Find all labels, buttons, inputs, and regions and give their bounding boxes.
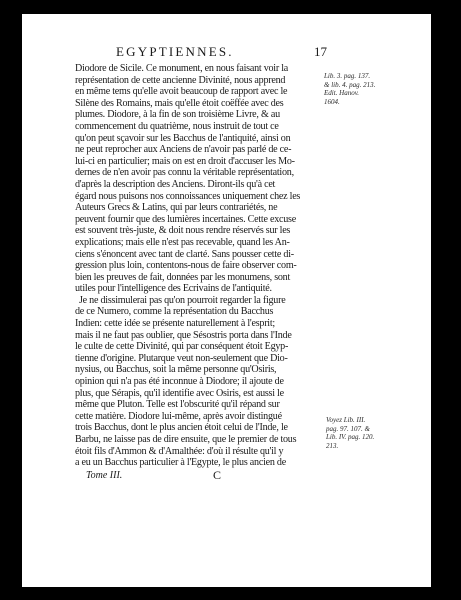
- text-line: gression plus loin, contentons-nous de faire observer com-: [75, 260, 297, 272]
- text-line: Silène des Romains, mais qu'elle étoit coëffée avec des: [75, 97, 284, 109]
- text-line: ne peut reprocher aux Anciens de n'avoir pas parlé de ce-: [75, 144, 292, 156]
- text-line: le culte de cette Divinité, qui par conséquent étoit Egyp-: [75, 341, 289, 353]
- text-line: a eu un Bacchus particulier à l'Egypte, le plus ancien de: [75, 457, 286, 469]
- margin-note-line: & lib. 4. pag. 213.: [324, 80, 376, 89]
- page-number: 17: [314, 44, 327, 59]
- book-page: [22, 14, 431, 587]
- text-line: cette matière. Diodore lui-même, après avoir distingué: [75, 410, 282, 422]
- body-text: [75, 63, 325, 469]
- text-line: dernes de n'en avoir pas connu la véritable représentation,: [75, 167, 294, 179]
- running-head: [22, 44, 431, 60]
- text-line: Auteurs Grecs & Latins, qui par leurs contrariétés, ne: [75, 202, 278, 214]
- margin-note-line: Lib. IV. pag. 120.: [326, 433, 375, 442]
- text-line: Indien: cette idée se présente naturellement à l'esprit;: [75, 318, 275, 330]
- text-line: utiles pour l'intelligence des Ecrivains de l'antiquité.: [75, 283, 272, 295]
- text-line: Diodore de Sicile. Ce monument, en nous faisant voir la: [75, 63, 289, 74]
- text-line: en même tems qu'elle avoit beaucoup de rapport avec le: [75, 86, 288, 98]
- margin-note-line: Lib. 3. pag. 137.: [324, 72, 371, 80]
- text-line: égard nous puisons nos connoissances uniquement chez les: [75, 190, 301, 202]
- text-line: est souvent très-juste, & doit nous rendre réservés sur les: [75, 225, 291, 237]
- text-line: même que Pluton. Telle est l'obscurité qu'il répand sur: [75, 399, 280, 411]
- text-line: commencement du quatrième, nous instruit de tout ce: [75, 120, 279, 132]
- text-line: mais il ne faut pas oublier, que Sésostris porta dans l'Inde: [75, 329, 292, 341]
- margin-note-line: Voyez Lib. III.: [326, 416, 366, 424]
- margin-note-line: Edit. Hanov.: [324, 89, 360, 98]
- text-line: étoit fils d'Ammon & d'Amalthée: d'où il résulte qu'il y: [75, 445, 284, 457]
- paragraph-start-line: Je ne dissimulerai pas qu'on pourroit regarder la figure: [79, 294, 286, 306]
- running-title: EGYPTIENNES.: [116, 44, 234, 59]
- text-line: de ce Numero, comme la représentation du Bacchus: [75, 306, 274, 318]
- margin-note-line: 1604.: [324, 97, 340, 106]
- text-line: plumes. Diodore, à la fin de son troisième Livre, & au: [75, 109, 280, 121]
- text-line: peuvent fournir que des lumières incertaines. Cette excuse: [75, 213, 296, 225]
- page-footer: [22, 470, 431, 484]
- text-line: d'après la description des Anciens. Diront-ils qu'à cet: [75, 178, 276, 190]
- text-line: ciens s'énoncent avec tant de clarté. Sans pousser cette di-: [75, 248, 294, 260]
- margin-note-reference: [326, 416, 374, 450]
- text-line: qu'on peut sçavoir sur les Bacchus de l'antiquité, ainsi on: [75, 132, 291, 144]
- text-line: nysius, ou Bacchus, soit la même personne qu'Osiris,: [75, 364, 277, 376]
- signature-mark: C: [213, 468, 222, 482]
- text-line: bien les preuves de fait, données par les monumens, sont: [75, 271, 291, 283]
- margin-note-line: 213.: [326, 441, 339, 450]
- text-line: explications; mais elle n'est pas recevable, quand les An-: [75, 236, 290, 248]
- text-line: plus, que Sérapis, qu'il identifie avec Osiris, est aussi le: [75, 387, 284, 399]
- text-line: tienne d'origine. Plutarque veut non-seulement que Dio-: [75, 352, 288, 364]
- text-line: opinion qui n'a pas été inconnue à Diodore; il ajoute de: [75, 376, 284, 388]
- text-line: Barbu, ne laisse pas de dire ensuite, que le premier de tous: [75, 434, 297, 445]
- text-line: trois Bacchus, dont le plus ancien étoit celui de l'Inde, le: [75, 422, 288, 434]
- margin-note-reference: [324, 72, 375, 106]
- text-line: représentation de cette ancienne Divinité, nous apprend: [75, 74, 286, 86]
- text-line: lui-ci en particulier; mais on est en droit d'accuser les Mo-: [75, 155, 295, 167]
- margin-note-line: pag. 97. 107. &: [326, 424, 370, 433]
- volume-label: Tome III.: [86, 470, 123, 481]
